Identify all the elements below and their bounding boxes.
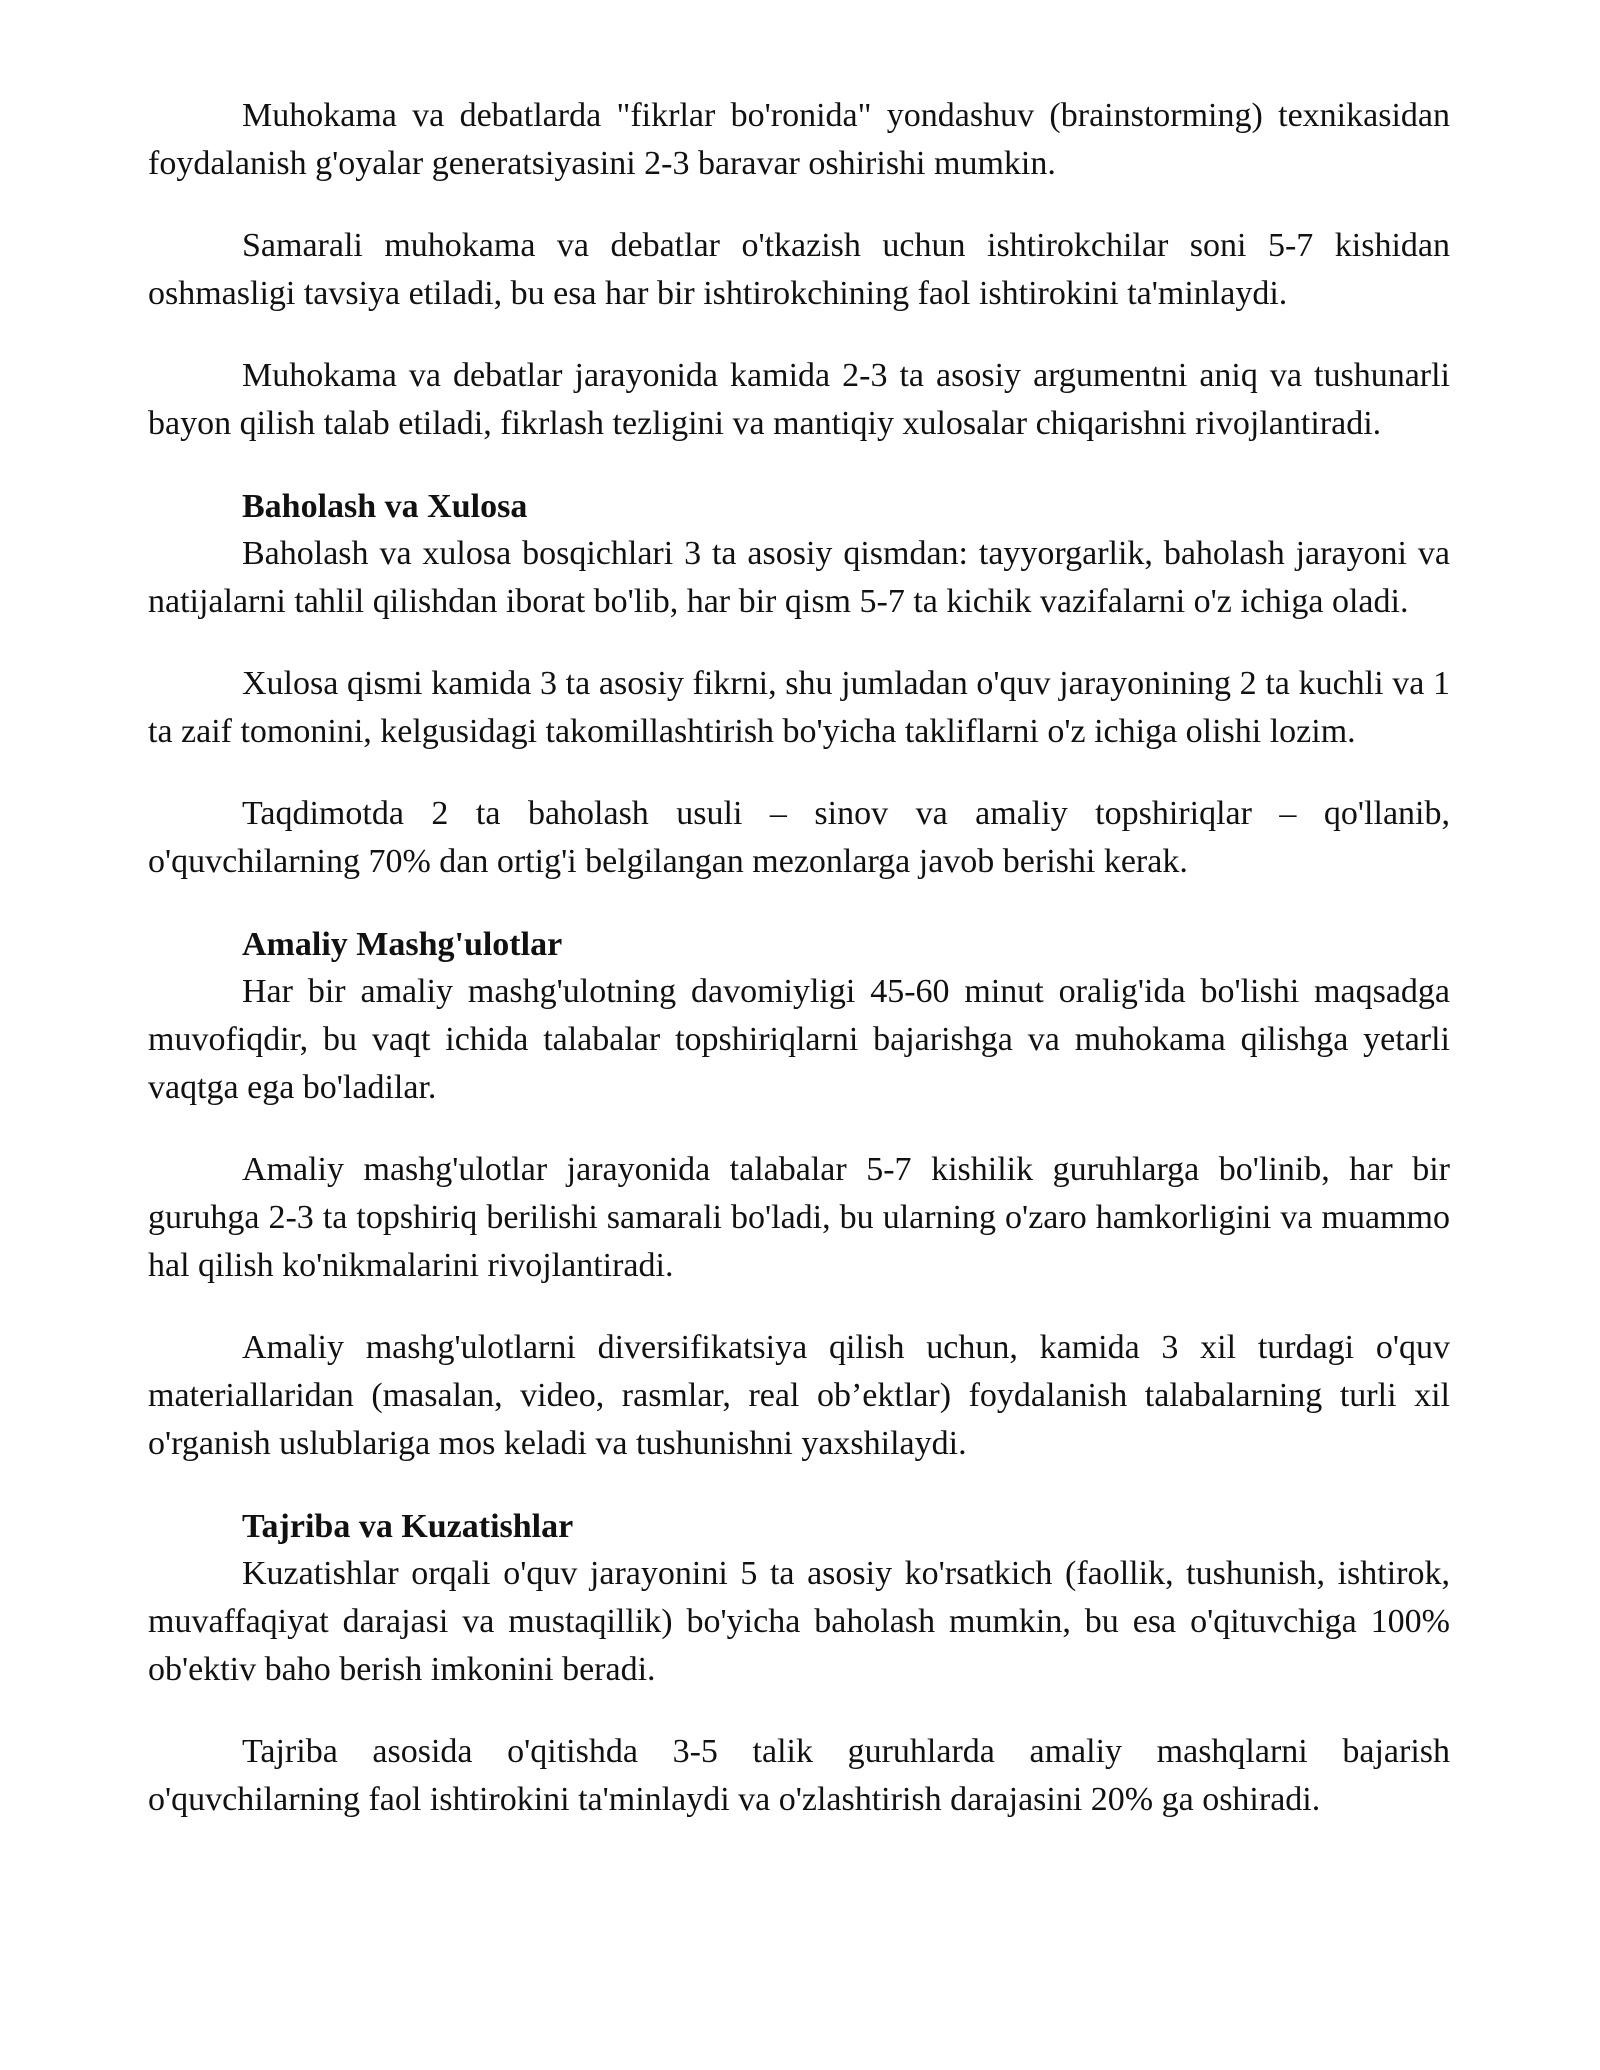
document-page	[148, 92, 1450, 1824]
section-heading-tajriba: Tajriba va Kuzatishlar	[242, 1508, 574, 1545]
paragraph-stages: Baholash va xulosa bosqichlari 3 ta asosiy qismdan: tayyorgarlik, baholash jarayoni va natijalarni tahlil qilishdan iborat bo'lib, har bir qism 5-7 ta kichik vazifalarni o'z ichiga oladi.	[148, 535, 1450, 620]
section-heading-amaliy: Amaliy Mashg'ulotlar	[242, 926, 563, 963]
paragraph-brainstorming: Muhokama va debatlarda "fikrlar bo'ronida" yondashuv (brainstorming) texnikasidan foydalanish g'oyalar generatsiyasini 2-3 baravar oshirishi mumkin.	[148, 97, 1450, 182]
paragraph-experiment: Tajriba asosida o'qitishda 3-5 talik guruhlarda amaliy mashqlarni bajarish o'quvchilarning faol ishtirokini ta'minlaydi va o'zlashtirish darajasini 20% ga oshiradi.	[148, 1733, 1450, 1818]
paragraph-duration: Har bir amaliy mashg'ulotning davomiyligi 45-60 minut oralig'ida bo'lishi maqsadga muvofiqdir, bu vaqt ichida talabalar topshiriqlarni bajarishga va muhokama qilishga yetarli vaqtga ega bo'ladilar.	[148, 973, 1450, 1106]
paragraph-arguments: Muhokama va debatlar jarayonida kamida 2-3 ta asosiy argumentni aniq va tushunarli bayon qilish talab etiladi, fikrlash tezligini va mantiqiy xulosalar chiqarishni rivojlantiradi.	[148, 357, 1450, 442]
paragraph-participants: Samarali muhokama va debatlar o'tkazish uchun ishtirokchilar soni 5-7 kishidan oshmasligi tavsiya etiladi, bu esa har bir ishtirokchining faol ishtirokini ta'minlaydi.	[148, 227, 1450, 312]
paragraph-groups: Amaliy mashg'ulotlar jarayonida talabalar 5-7 kishilik guruhlarga bo'linib, har bir guruhga 2-3 ta topshiriq berilishi samarali bo'ladi, bu ularning o'zaro hamkorligini va muammo hal qilish ko'nikmalarini rivojlantiradi.	[148, 1151, 1450, 1284]
paragraph-conclusion: Xulosa qismi kamida 3 ta asosiy fikrni, shu jumladan o'quv jarayonining 2 ta kuchli va 1 ta zaif tomonini, kelgusidagi takomillashtirish bo'yicha takliflarni o'z ichiga olishi lozim.	[148, 665, 1450, 750]
section-heading-baholash: Baholash va Xulosa	[242, 488, 528, 525]
paragraph-presentation: Taqdimotda 2 ta baholash usuli – sinov va amaliy topshiriqlar – qo'llanib, o'quvchilarning 70% dan ortig'i belgilangan mezonlarga javob berishi kerak.	[148, 795, 1450, 880]
paragraph-observations: Kuzatishlar orqali o'quv jarayonini 5 ta asosiy ko'rsatkich (faollik, tushunish, ishtirok, muvaffaqiyat darajasi va mustaqillik) bo'yicha baholash mumkin, bu esa o'qituvchiga 100% ob'ektiv baho berish imkonini beradi.	[148, 1555, 1450, 1688]
paragraph-materials: Amaliy mashg'ulotlarni diversifikatsiya qilish uchun, kamida 3 xil turdagi o'quv materiallaridan (masalan, video, rasmlar, real ob’ektlar) foydalanish talabalarning turli xil o'rganish uslublariga mos keladi va tushunishni yaxshilaydi.	[148, 1329, 1450, 1462]
